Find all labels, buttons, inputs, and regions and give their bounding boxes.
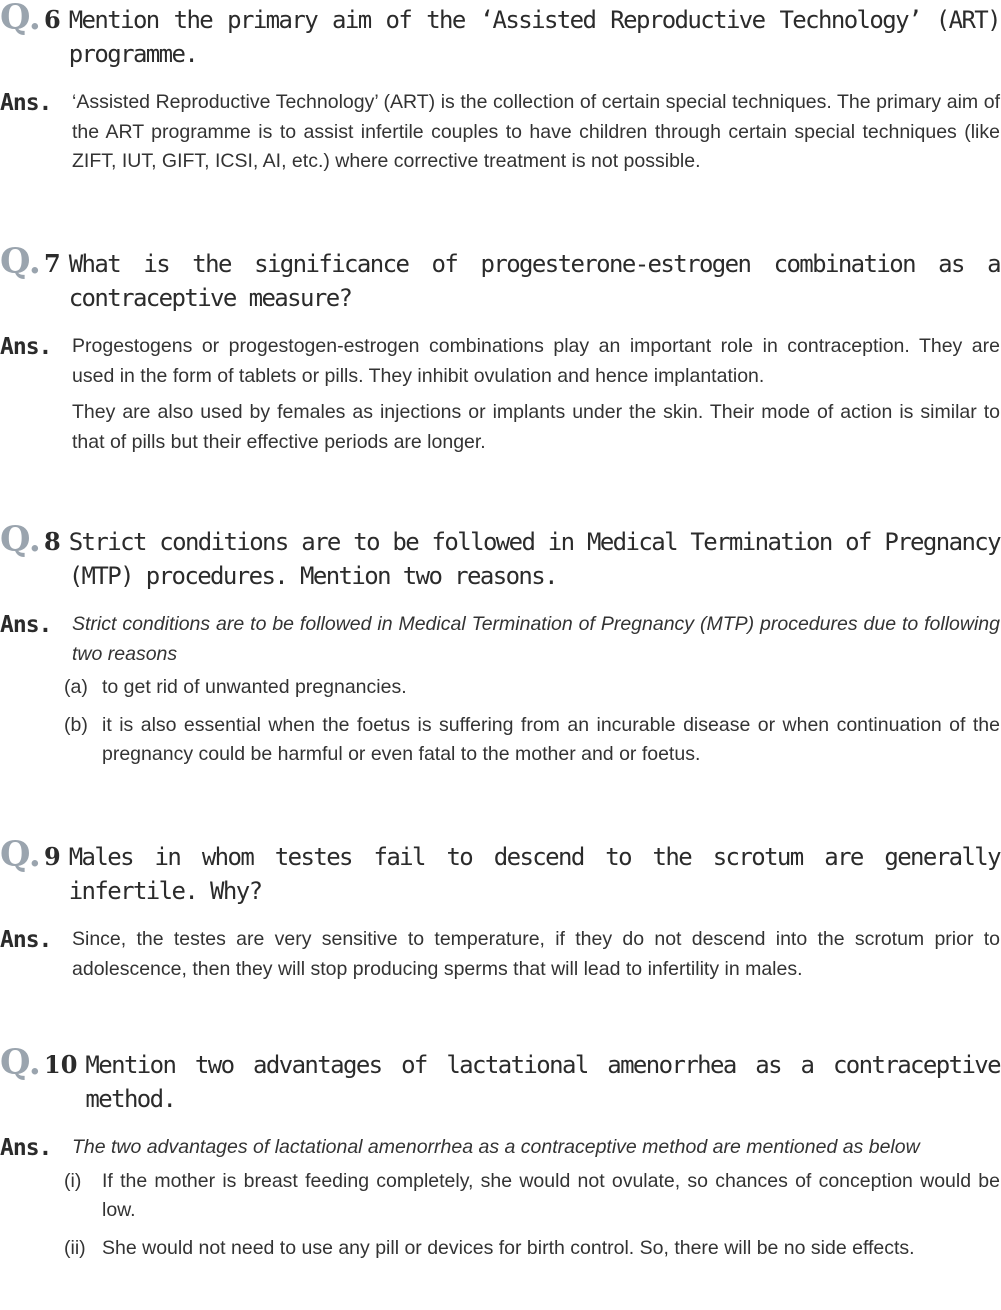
answer-8	[0, 610, 1001, 770]
q-marker: Q.	[0, 0, 41, 38]
q-marker: Q.	[0, 241, 41, 282]
list-item-text: If the mother is breast feeding completely, she would not ovulate, so chances of conception would be low.	[102, 1169, 1000, 1221]
answer-intro: Strict conditions are to be followed in Medical Termination of Pregnancy (MTP) procedures due to following two reasons	[72, 613, 1000, 665]
question-number: 8	[44, 527, 61, 556]
list-item	[64, 711, 1000, 770]
answer-6	[0, 88, 1001, 177]
answer-body	[72, 332, 1001, 457]
question-text: Mention the primary aim of the ‘Assisted Reproductive Technology’ (ART) programme.	[68, 6, 1000, 68]
qa-block-7	[0, 241, 1001, 457]
list-item-text: it is also essential when the foetus is suffering from an incurable disease or when continuation of the pregnancy could be harmful or even fatal to the mother and or foetus.	[102, 713, 1000, 765]
answer-10	[0, 1133, 1001, 1263]
answer-body	[72, 88, 1001, 177]
answer-label: Ans.	[0, 1135, 52, 1161]
list-item	[64, 1167, 1000, 1226]
list-marker: (ii)	[64, 1236, 86, 1259]
question-number: 7	[44, 249, 61, 278]
list-marker: (b)	[64, 713, 88, 736]
list-marker: (i)	[64, 1169, 82, 1192]
answer-paragraph: Progestogens or progestogen-estrogen combinations play an important role in contraception. They are used in the form of tablets or pills. They inhibit ovulation and hence implantation.	[72, 335, 1000, 387]
question-number: 10	[44, 1050, 78, 1079]
list-item	[64, 673, 1000, 703]
list-item-text: to get rid of unwanted pregnancies.	[102, 676, 407, 698]
question-text: Males in whom testes fail to descend to the scrotum are generally infertile. Why?	[68, 843, 1000, 905]
answer-7	[0, 332, 1001, 457]
qa-block-9	[0, 834, 1001, 984]
qa-block-6	[0, 0, 1001, 177]
answer-9	[0, 925, 1001, 984]
answer-label: Ans.	[0, 334, 52, 360]
answer-body	[72, 925, 1001, 984]
list-item-text: She would not need to use any pill or devices for birth control. So, there will be no side effects.	[102, 1236, 915, 1259]
answer-label: Ans.	[0, 612, 52, 638]
answer-label: Ans.	[0, 927, 52, 953]
q-marker: Q.	[0, 519, 41, 560]
question-10	[0, 1042, 1001, 1116]
qa-block-8	[0, 519, 1001, 770]
question-6	[0, 0, 1001, 71]
list-item	[64, 1234, 1000, 1264]
q-marker: Q.	[0, 834, 41, 875]
question-text: Strict conditions are to be followed in Medical Termination of Pregnancy (MTP) procedures. Mention two reasons.	[68, 528, 1000, 590]
q-marker: Q.	[0, 1042, 41, 1083]
answer-paragraph: ‘Assisted Reproductive Technology’ (ART) is the collection of certain special techniques. The primary aim of the ART programme is to assist infertile couples to have children through certain special techniques (like ZIFT, IUT, GIFT, ICSI, AI, etc.) where corrective treatment is not possible.	[72, 91, 1000, 172]
answer-label: Ans.	[0, 90, 52, 116]
answer-paragraph: Since, the testes are very sensitive to temperature, if they do not descend into the scrotum prior to adolescence, then they will stop producing sperms that will lead to infertility in males.	[72, 928, 1000, 980]
qa-block-10	[0, 1042, 1001, 1263]
question-7	[0, 241, 1001, 315]
question-8	[0, 519, 1001, 593]
question-text: What is the significance of progesterone-estrogen combination as a contraceptive measure?	[68, 250, 1000, 312]
answer-body	[64, 1133, 1001, 1263]
answer-intro: The two advantages of lactational amenorrhea as a contraceptive method are mentioned as below	[72, 1136, 920, 1158]
question-number: 6	[44, 5, 61, 34]
answer-body	[64, 610, 1001, 770]
question-9	[0, 834, 1001, 908]
answer-paragraph: They are also used by females as injections or implants under the skin. Their mode of action is similar to that of pills but their effective periods are longer.	[72, 401, 1000, 453]
list-marker: (a)	[64, 676, 88, 698]
question-text: Mention two advantages of lactational amenorrhea as a contraceptive method.	[85, 1051, 1000, 1113]
question-number: 9	[44, 842, 61, 871]
